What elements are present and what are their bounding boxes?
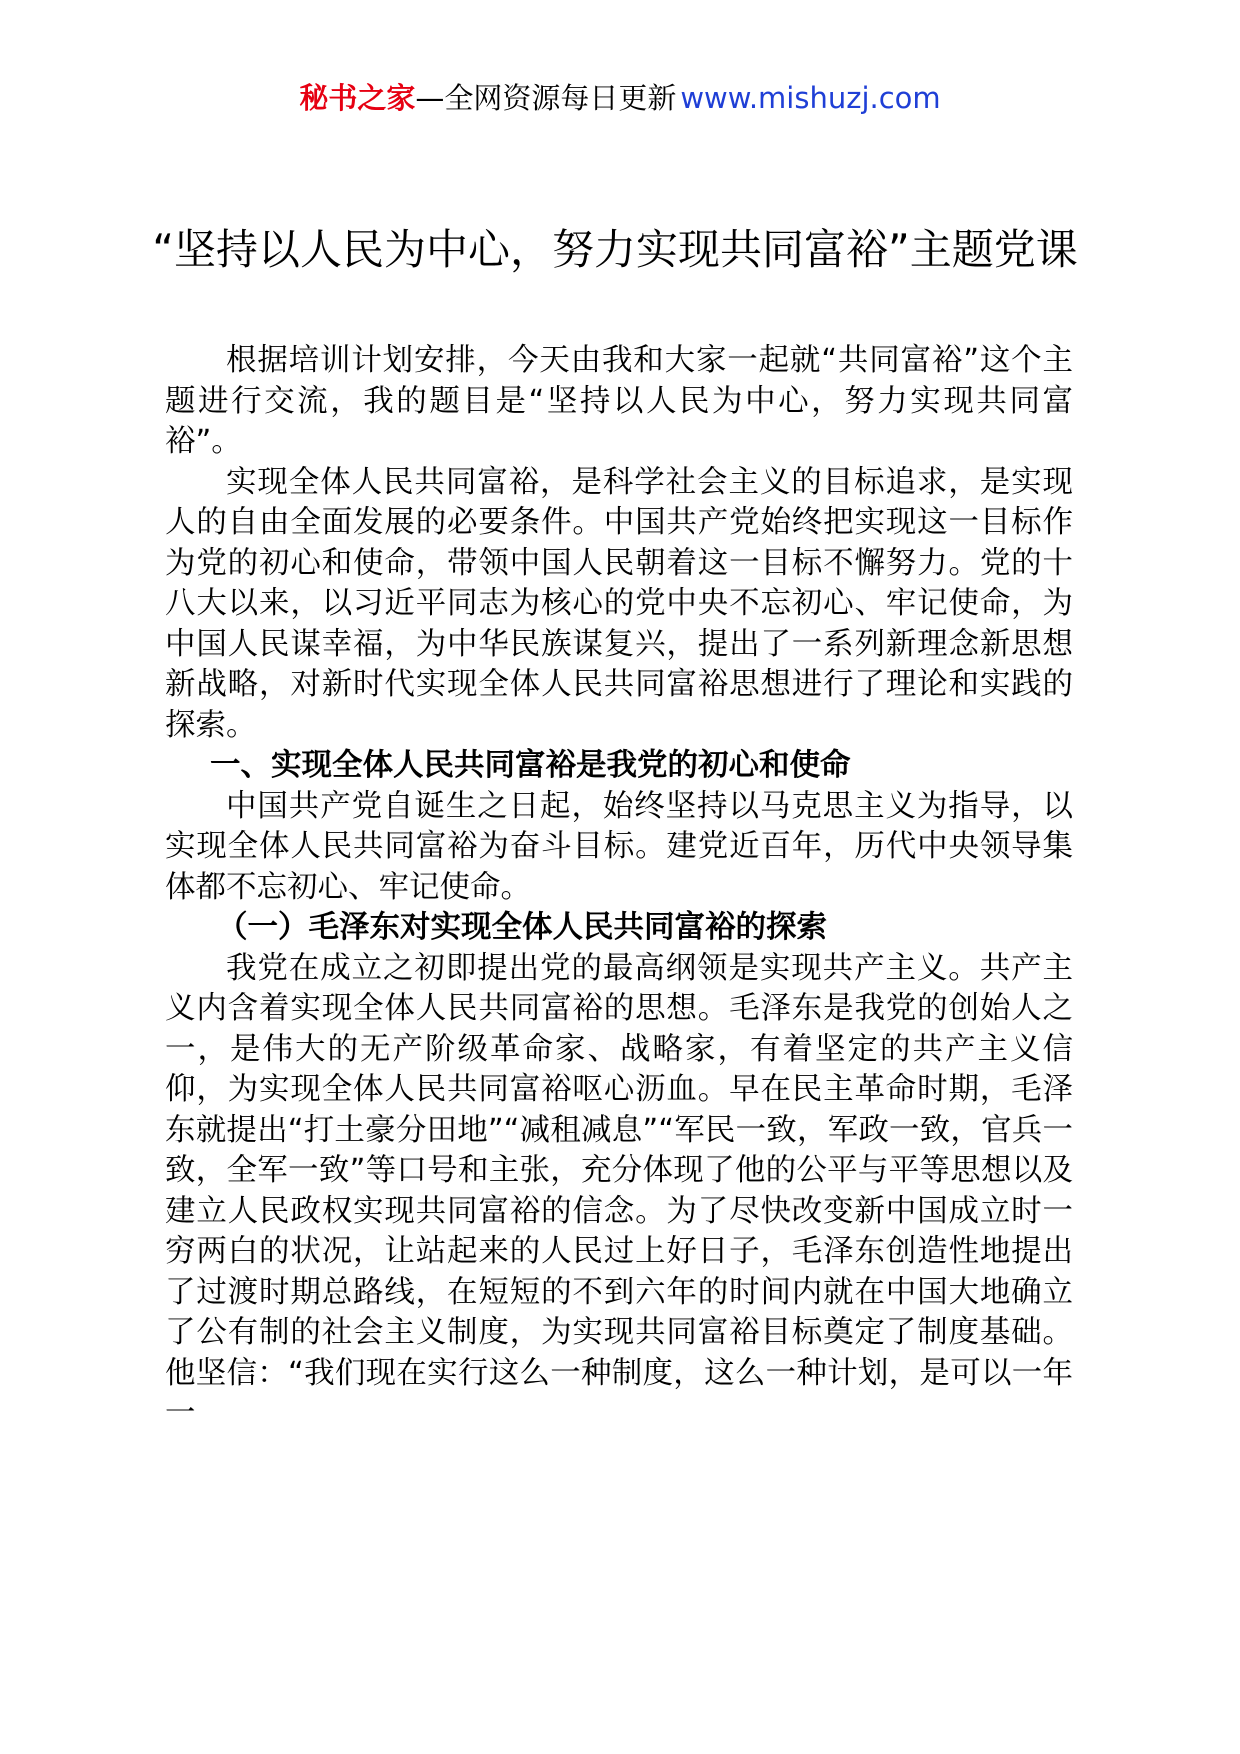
site-header [0,78,1240,118]
subsection-paragraph: 我党在成立之初即提出党的最高纲领是实现共产主义。共产主义内含着实现全体人民共同富裕的思想。毛泽东是我党的创始人之一，是伟大的无产阶级革命家、战略家，有着坚定的共产主义信仰，为实现全体人民共同富裕呕心沥血。早在民主革命时期，毛泽东就提出“打土豪分田地”“减租减息”“军民一致，军政一致，官兵一致，全军一致”等口号和主张，充分体现了他的公平与平等思想以及建立人民政权实现共同富裕的信念。为了尽快改变新中国成立时一穷两白的状况，让站起来的人民过上好日子，毛泽东创造性地提出了过渡时期总路线，在短短的不到六年的时间内就在中国大地确立了公有制的社会主义制度，为实现共同富裕目标奠定了制度基础。他坚信：“我们现在实行这么一种制度，这么一种计划，是可以一年一 [165,950,1073,1431]
background-paragraph: 实现全体人民共同富裕，是科学社会主义的目标追求，是实现人的自由全面发展的必要条件。中国共产党始终把实现这一目标作为党的初心和使命，带领中国人民朝着这一目标不懈努力。党的十八大以来，以习近平同志为核心的党中央不忘初心、牢记使命，为中国人民谋幸福，为中华民族谋复兴，提出了一系列新理念新思想新战略，对新时代实现全体人民共同富裕思想进行了理论和实践的探索。 [165,464,1073,743]
brand-name: 秘书之家 [299,81,416,115]
intro-paragraph: 根据培训计划安排，今天由我和大家一起就“共同富裕”这个主题进行交流，我的题目是“坚持以人民为中心，努力实现共同富裕”。 [165,343,1073,459]
header-slogan: —全网资源每日更新 [415,81,677,115]
document-body [165,341,1073,1435]
subsection-heading: （一）毛泽东对实现全体人民共同富裕的探索 [217,910,827,945]
section-paragraph: 中国共产党自诞生之日起，始终坚持以马克思主义为指导，以实现全体人民共同富裕为奋斗目标。建党近百年，历代中央领导集体都不忘初心、牢记使命。 [165,788,1073,905]
document-title: “坚持以人民为中心，努力实现共同富裕”主题党课 [152,225,1078,274]
section-heading: 一、实现全体人民共同富裕是我党的初心和使命 [210,748,851,783]
site-url-link[interactable]: www.mishuzj.com [680,81,941,115]
